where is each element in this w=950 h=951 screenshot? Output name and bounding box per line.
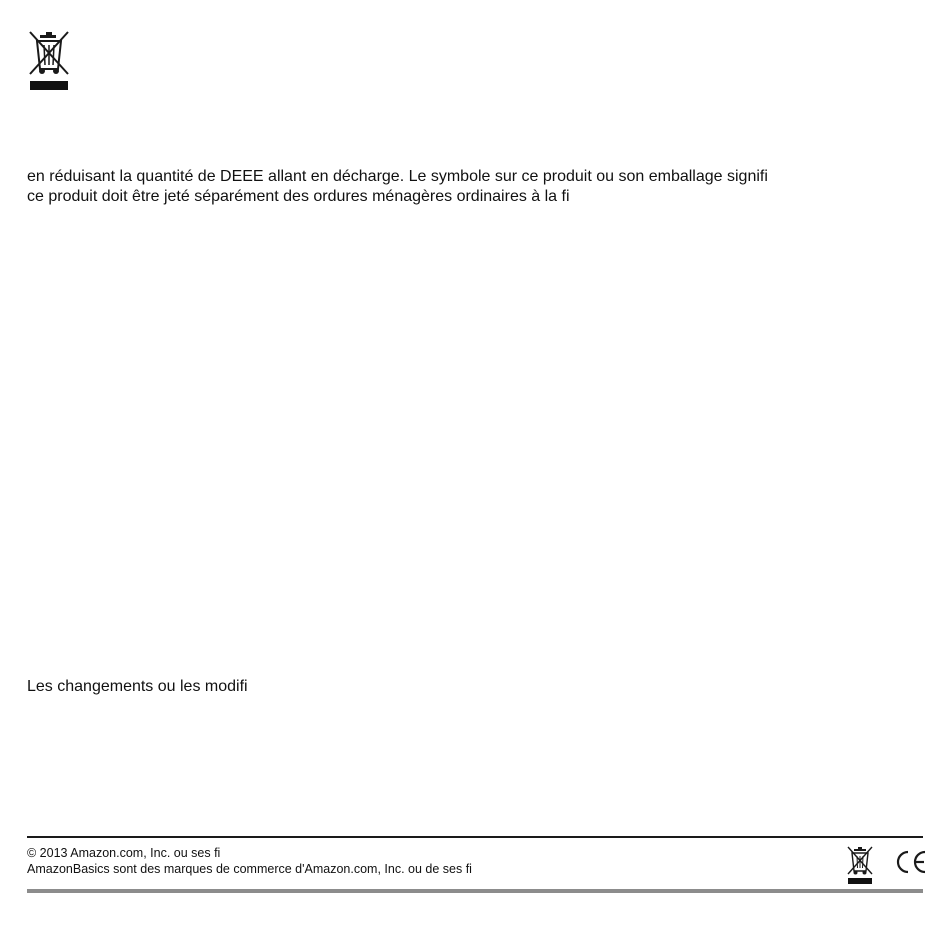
paragraph-line: ce produit doit être jeté séparément des ordures ménagères ordinaires à la fi bbox=[27, 188, 570, 205]
trademark-line: AmazonBasics sont des marques de commerce d'Amazon.com, Inc. ou de ses fi bbox=[27, 862, 472, 876]
footer-bottom-bar bbox=[27, 889, 923, 893]
weee-bin-icon bbox=[27, 29, 71, 91]
modifications-paragraph: Les changements ou les modifi bbox=[27, 678, 248, 695]
ce-mark-icon bbox=[895, 849, 927, 875]
weee-bin-small-icon bbox=[846, 845, 874, 885]
weee-disposal-paragraph bbox=[27, 167, 768, 207]
footer-legal-text bbox=[27, 845, 472, 877]
footer-divider bbox=[27, 836, 923, 838]
copyright-line: © 2013 Amazon.com, Inc. ou ses fi bbox=[27, 846, 221, 860]
paragraph-line: en réduisant la quantité de DEEE allant en décharge. Le symbole sur ce produit ou son emballage signifi bbox=[27, 168, 768, 185]
